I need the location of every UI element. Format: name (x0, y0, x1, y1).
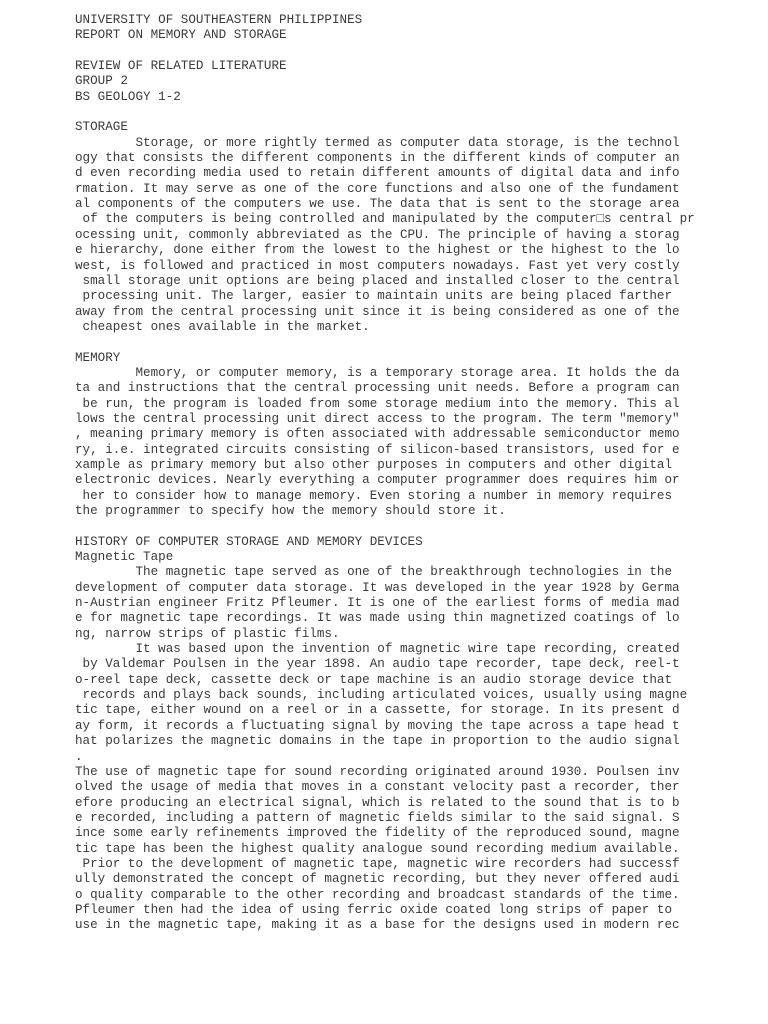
text-line: ully demonstrated the concept of magnetic recording, but they never offered audi (75, 872, 680, 887)
text-line: use in the magnetic tape, making it as a base for the designs used in modern rec (75, 918, 680, 933)
text-line: be run, the program is loaded from some storage medium into the memory. This al (75, 396, 680, 411)
text-line: d even recording media used to retain different amounts of digital data and info (75, 166, 680, 181)
text-line: o-reel tape deck, cassette deck or tape machine is an audio storage device that (75, 672, 673, 687)
text-line: REPORT ON MEMORY AND STORAGE (75, 28, 287, 43)
text-line: n-Austrian engineer Fritz Pfleumer. It is one of the earliest forms of media mad (75, 596, 680, 611)
text-line: ng, narrow strips of plastic films. (75, 626, 340, 641)
text-line: Prior to the development of magnetic tape, magnetic wire recorders had successf (75, 856, 680, 871)
text-line: efore producing an electrical signal, which is related to the sound that is to b (75, 795, 680, 810)
text-line: e recorded, including a pattern of magnetic fields similar to the said signal. S (75, 810, 680, 825)
text-line: ocessing unit, commonly abbreviated as the CPU. The principle of having a storag (75, 227, 680, 242)
text-line: It was based upon the invention of magnetic wire tape recording, created (75, 642, 680, 657)
text-line: development of computer data storage. It was developed in the year 1928 by Germa (75, 580, 680, 595)
text-line: o quality comparable to the other recording and broadcast standards of the time. (75, 887, 680, 902)
text-line: e for magnetic tape recordings. It was made using thin magnetized coatings of lo (75, 611, 680, 626)
blank-line (75, 105, 755, 120)
text-line: Magnetic Tape (75, 550, 174, 565)
text-line: ince some early refinements improved the fidelity of the reproduced sound, magne (75, 826, 680, 841)
blank-line (75, 335, 755, 350)
text-line: HISTORY OF COMPUTER STORAGE AND MEMORY DEVICES (75, 534, 423, 549)
text-line: rmation. It may serve as one of the core functions and also one of the fundament (75, 181, 680, 196)
text-line: ay form, it records a fluctuating signal by moving the tape across a tape head t (75, 718, 680, 733)
text-line: , meaning primary memory is often associated with addressable semiconductor memo (75, 427, 680, 442)
text-line: . (75, 749, 83, 764)
text-line: hat polarizes the magnetic domains in the tape in proportion to the audio signal (75, 734, 680, 749)
text-line: UNIVERSITY OF SOUTHEASTERN PHILIPPINES (75, 13, 363, 27)
text-line: GROUP 2 (75, 74, 128, 89)
text-line: e hierarchy, done either from the lowest to the highest or the highest to the lo (75, 243, 680, 258)
text-line: STORAGE (75, 120, 128, 135)
text-line: processing unit. The larger, easier to maintain units are being placed farther (75, 289, 673, 304)
text-line: REVIEW OF RELATED LITERATURE (75, 59, 287, 74)
blank-line (75, 44, 755, 59)
blank-line (75, 519, 755, 534)
text-line: MEMORY (75, 350, 121, 365)
text-line: Memory, or computer memory, is a temporary storage area. It holds the da (75, 365, 680, 380)
text-line: ta and instructions that the central processing unit needs. Before a program can (75, 381, 680, 396)
text-line: lows the central processing unit direct access to the program. The term "memory" (75, 411, 680, 426)
text-line: ry, i.e. integrated circuits consisting of silicon-based transistors, used for e (75, 442, 680, 457)
text-line: by Valdemar Poulsen in the year 1898. An audio tape recorder, tape deck, reel-t (75, 657, 680, 672)
text-line: al components of the computers we use. The data that is sent to the storage area (75, 197, 680, 212)
text-line: The use of magnetic tape for sound recording originated around 1930. Poulsen inv (75, 764, 680, 779)
text-line: Storage, or more rightly termed as computer data storage, is the technol (75, 135, 680, 150)
text-line: away from the central processing unit since it is being considered as one of the (75, 304, 680, 319)
text-line: ogy that consists the different components in the different kinds of computer an (75, 151, 680, 166)
text-line: records and plays back sounds, including articulated voices, usually using magne (75, 688, 688, 703)
text-line: small storage unit options are being placed and installed closer to the central (75, 273, 680, 288)
text-line: electronic devices. Nearly everything a computer programmer does requires him or (75, 473, 680, 488)
text-line: her to consider how to manage memory. Even storing a number in memory requires (75, 488, 673, 503)
text-line: of the computers is being controlled and manipulated by the computer□s central pr (75, 212, 695, 227)
text-line: olved the usage of media that moves in a constant velocity past a recorder, ther (75, 780, 680, 795)
text-line: tic tape, either wound on a reel or in a cassette, for storage. In its present d (75, 703, 680, 718)
text-line: cheapest ones available in the market. (75, 319, 370, 334)
text-line: the programmer to specify how the memory should store it. (75, 504, 506, 518)
text-line: Pfleumer then had the idea of using ferric oxide coated long strips of paper to (75, 902, 673, 917)
text-line: tic tape has been the highest quality analogue sound recording medium available. (75, 841, 680, 856)
text-line: BS GEOLOGY 1-2 (75, 89, 181, 104)
text-line: west, is followed and practiced in most computers nowadays. Fast yet very costly (75, 258, 680, 273)
text-line: The magnetic tape served as one of the breakthrough technologies in the (75, 565, 673, 580)
document-page (75, 13, 755, 934)
text-line: xample as primary memory but also other purposes in computers and other digital (75, 457, 673, 472)
